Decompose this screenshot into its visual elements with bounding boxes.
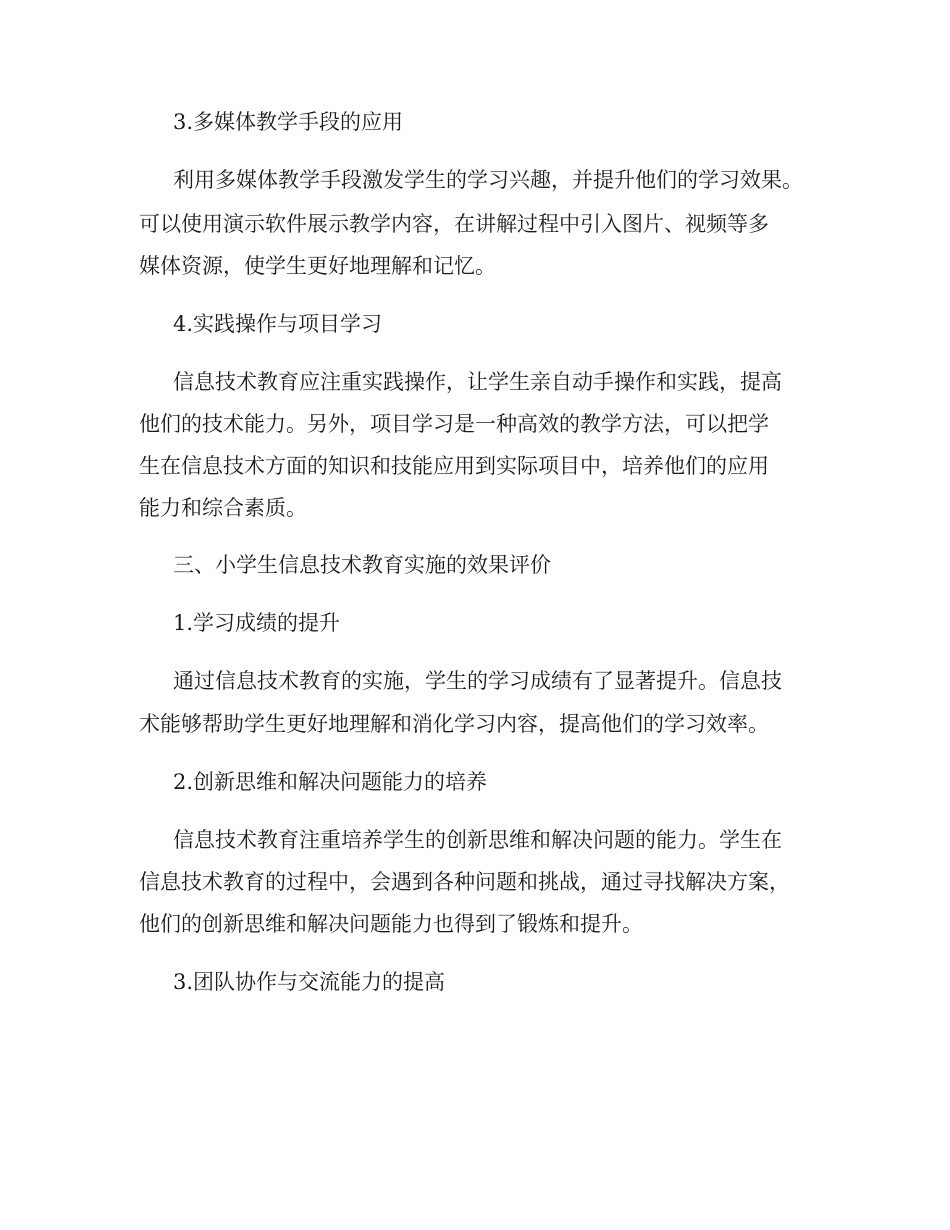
paragraph-line: 媒体资源，使学生更好地理解和记忆。 bbox=[139, 254, 496, 278]
section-heading-multimedia: 3.多媒体教学手段的应用 bbox=[173, 110, 404, 134]
paragraph-line: 生在信息技术方面的知识和技能应用到实际项目中，培养他们的应用 bbox=[139, 454, 769, 478]
paragraph-line: 他们的创新思维和解决问题能力也得到了锻炼和提升。 bbox=[139, 912, 643, 936]
paragraph-line: 能力和综合素质。 bbox=[139, 496, 307, 520]
paragraph-line: 信息技术教育注重培养学生的创新思维和解决问题的能力。学生在 bbox=[173, 828, 782, 852]
paragraph-line: 利用多媒体教学手段激发学生的学习兴趣，并提升他们的学习效果。 bbox=[173, 168, 803, 192]
paragraph-line: 术能够帮助学生更好地理解和消化学习内容，提高他们的学习效率。 bbox=[139, 712, 769, 736]
paragraph-line: 通过信息技术教育的实施，学生的学习成绩有了显著提升。信息技 bbox=[173, 669, 782, 693]
section-heading-grades: 1.学习成绩的提升 bbox=[173, 611, 341, 635]
section-heading-innovation: 2.创新思维和解决问题能力的培养 bbox=[173, 770, 488, 794]
paragraph-line: 他们的技术能力。另外，项目学习是一种高效的教学方法，可以把学 bbox=[139, 412, 769, 436]
chapter-heading-evaluation: 三、小学生信息技术教育实施的效果评价 bbox=[173, 553, 551, 577]
paragraph-line: 信息技术教育应注重实践操作，让学生亲自动手操作和实践，提高 bbox=[173, 370, 782, 394]
paragraph-line: 信息技术教育的过程中，会遇到各种问题和挑战，通过寻找解决方案， bbox=[139, 870, 790, 894]
section-heading-practice: 4.实践操作与项目学习 bbox=[173, 312, 383, 336]
paragraph-line: 可以使用演示软件展示教学内容，在讲解过程中引入图片、视频等多 bbox=[139, 212, 769, 236]
section-heading-teamwork: 3.团队协作与交流能力的提高 bbox=[173, 970, 446, 994]
